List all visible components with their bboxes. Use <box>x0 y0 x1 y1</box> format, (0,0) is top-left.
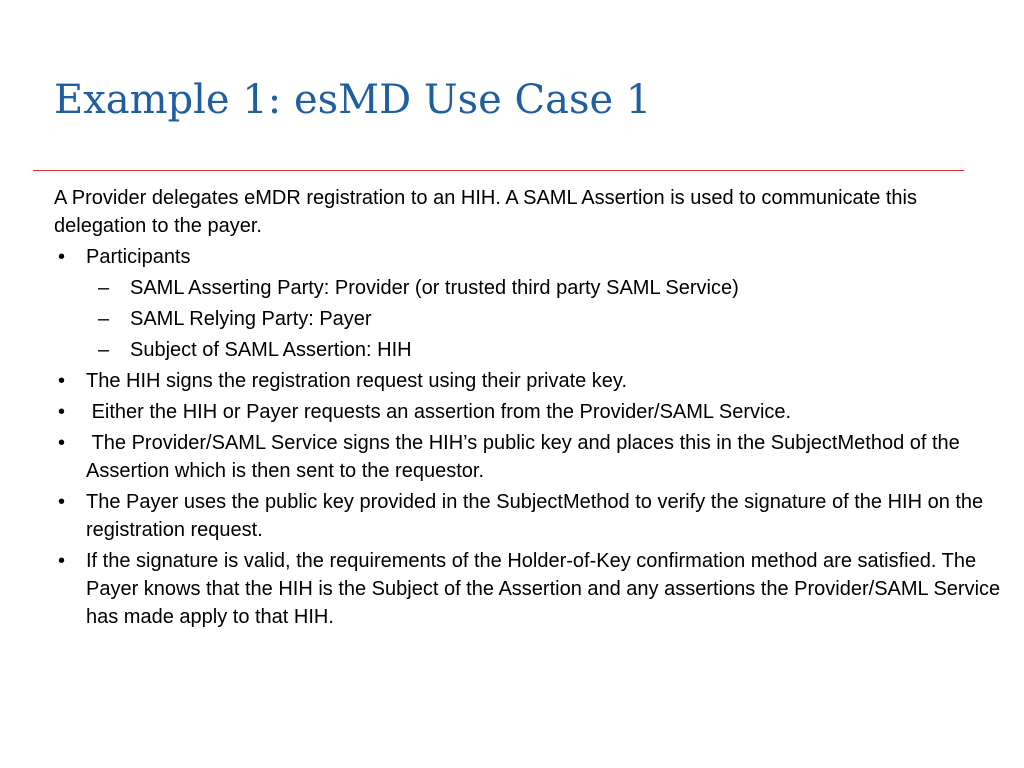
intro-paragraph: A Provider delegates eMDR registration to an HIH. A SAML Assertion is used to communicate this delegation to the payer. <box>54 187 917 237</box>
sub-bullet-item <box>54 336 1004 364</box>
bullet-marker: • <box>58 550 66 572</box>
bullet-text: The HIH signs the registration request using their private key. <box>86 370 627 392</box>
dash-marker: – <box>98 277 110 299</box>
sub-bullet-item <box>54 305 1004 333</box>
bullet-marker: • <box>58 370 66 392</box>
bullet-marker: • <box>58 401 66 423</box>
sub-bullet-item <box>54 274 1004 302</box>
bullet-text: The Provider/SAML Service signs the HIH’s public key and places this in the SubjectMethod of the Assertion which is then sent to the requestor. <box>86 432 965 482</box>
bullet-item <box>54 243 1004 271</box>
bullet-item <box>54 429 1004 485</box>
bullet-text: SAML Relying Party: Payer <box>130 308 372 330</box>
bullet-marker: • <box>58 246 66 268</box>
bullet-text: The Payer uses the public key provided in the SubjectMethod to verify the signature of the HIH on the registration request. <box>86 491 984 541</box>
bullet-text: If the signature is valid, the requirements of the Holder-of-Key confirmation method are satisfied. The Payer knows that the HIH is the Subject of the Assertion and any assertions the Provider/SAML Service has made apply to that HIH. <box>86 550 1001 628</box>
bullet-item <box>54 488 1004 544</box>
bullet-marker: • <box>58 491 66 513</box>
dash-marker: – <box>98 308 110 330</box>
dash-marker: – <box>98 339 110 361</box>
bullet-item <box>54 547 1004 631</box>
bullet-item <box>54 398 1004 426</box>
bullet-text: Participants <box>86 246 191 268</box>
bullet-text: SAML Asserting Party: Provider (or trusted third party SAML Service) <box>130 277 739 299</box>
title-divider <box>33 170 964 171</box>
bullet-item <box>54 367 1004 395</box>
bullet-text: Subject of SAML Assertion: HIH <box>130 339 412 361</box>
bullet-marker: • <box>58 432 66 454</box>
slide-body <box>54 184 1004 634</box>
slide-title: Example 1: esMD Use Case 1 <box>54 77 652 123</box>
bullet-text: Either the HIH or Payer requests an assertion from the Provider/SAML Service. <box>86 401 792 423</box>
